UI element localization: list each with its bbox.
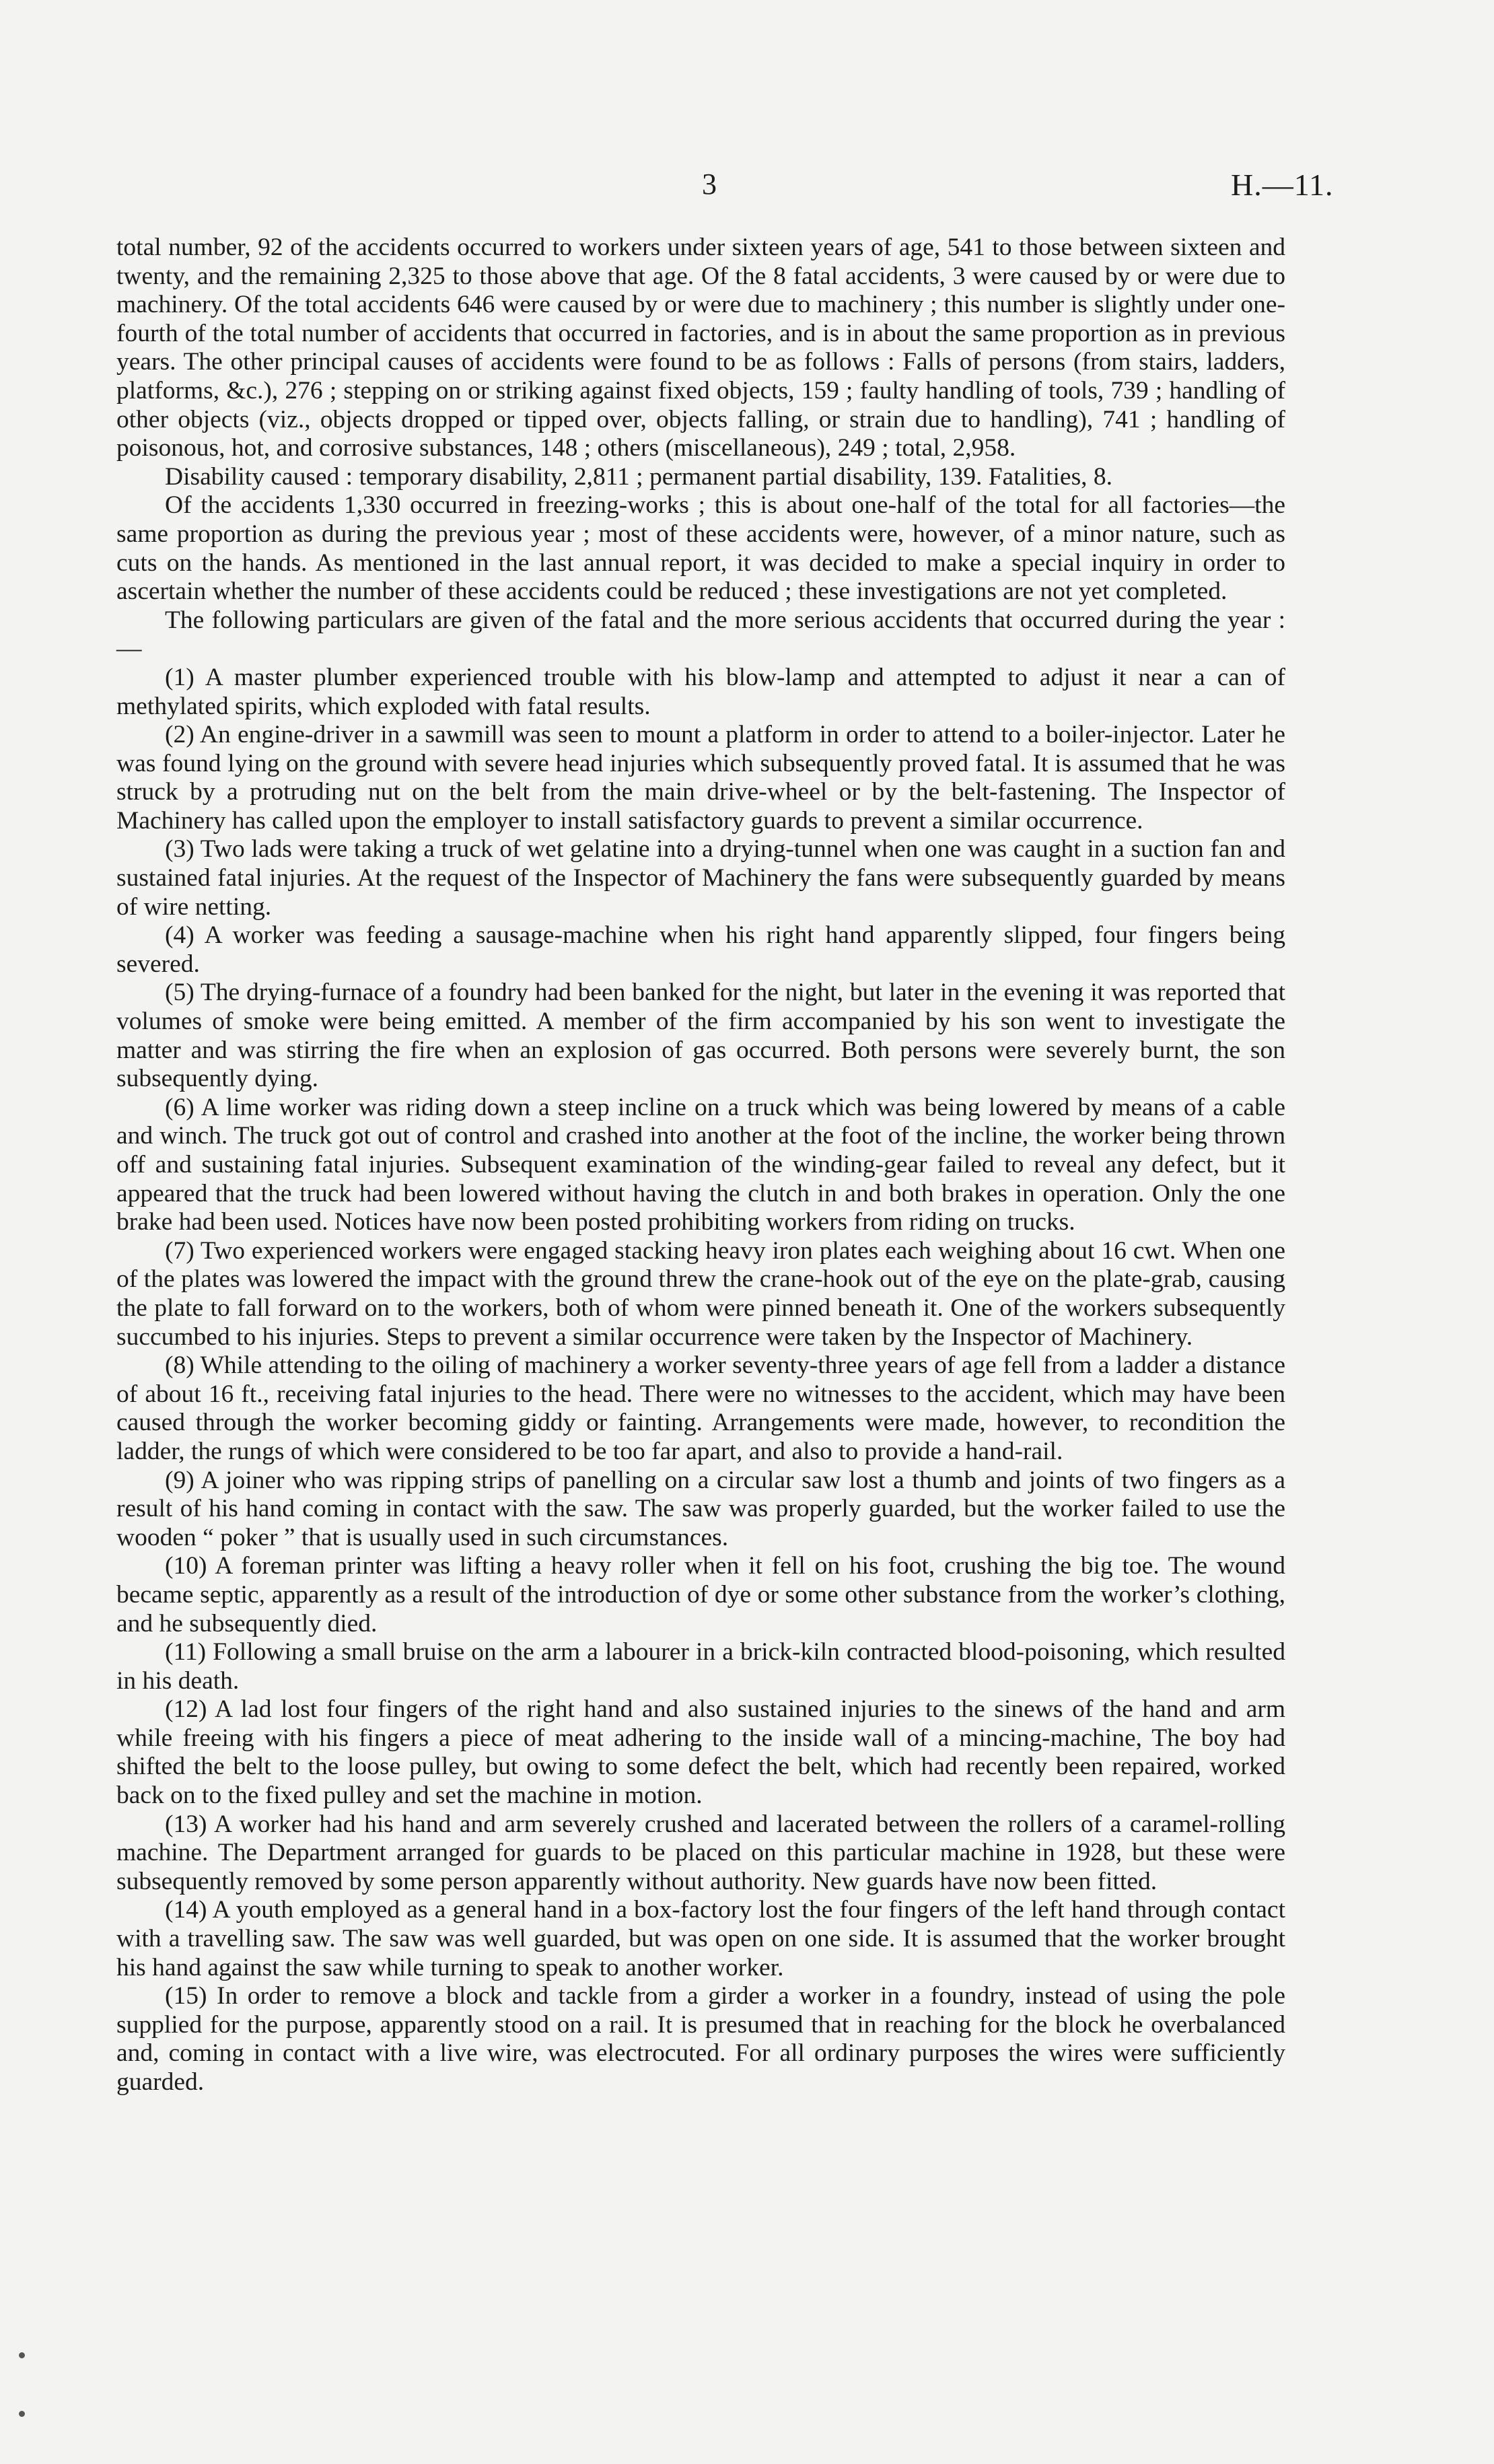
accident-item-8: (8) While attending to the oiling of machinery a worker seventy-three years of age fell from a ladder a distance of about 16 ft., receiving fatal injuries to the head. There were no witnesses to the accident, which may have been caused through the worker becoming giddy or fainting. Arrangements were made, however, to recondition the ladder, the rungs of which were considered to be too far apart, and also to provide a hand-rail. <box>116 1351 1285 1465</box>
scan-edge-mark <box>19 2352 25 2358</box>
accident-item-6: (6) A lime worker was riding down a steep incline on a truck which was being lowered by means of a cable and winch. The truck got out of control and crashed into another at the foot of the incline, the worker being thrown off and sustaining fatal injuries. Subsequent examination of the winding-gear failed to reveal any defect, but it appeared that the truck had been lowered without having the clutch in and both brakes in operation. Only the one brake had been used. Notices have now been posted prohibiting workers from riding on trucks. <box>116 1093 1285 1236</box>
page-number: 3 <box>702 168 717 201</box>
paragraph-particulars-intro: The following particulars are given of the fatal and the more serious accidents that occurred during the year :— <box>116 606 1285 663</box>
accident-item-12: (12) A lad lost four fingers of the right hand and also sustained injuries to the sinews of the hand and arm while freeing with his fingers a piece of meat adhering to the inside wall of a mincing-machine, The boy had shifted the belt to the loose pulley, but owing to some defect the belt, which had recently been repaired, worked back on to the fixed pulley and set the machine in motion. <box>116 1695 1285 1810</box>
accident-item-10: (10) A foreman printer was lifting a heavy roller when it fell on his foot, crushing the big toe. The wound became septic, apparently as a result of the introduction of dye or some other substance from the worker’s clothing, and he subsequently died. <box>116 1552 1285 1638</box>
paragraph-accident-totals: total number, 92 of the accidents occurred to workers under sixteen years of age, 541 to those between sixteen and twenty, and the remaining 2,325 to those above that age. Of the 8 fatal accidents, 3 were caused by or were due to machinery. Of the total accidents 646 were caused by or were due to machinery ; this number is slightly under one-fourth of the total number of accidents that occurred in factories, and is in about the same proportion as in previous years. The other principal causes of accidents were found to be as follows : Falls of persons (from stairs, ladders, platforms, &c.), 276 ; stepping on or striking against fixed objects, 159 ; faulty handling of tools, 739 ; handling of other objects (viz., objects dropped or tipped over, objects falling, or strain due to handling), 741 ; handling of poisonous, hot, and corrosive substances, 148 ; others (miscellaneous), 249 ; total, 2,958. <box>116 234 1285 462</box>
accident-item-4: (4) A worker was feeding a sausage-machine when his right hand apparently slipped, four fingers being severed. <box>116 921 1285 978</box>
accident-item-13: (13) A worker had his hand and arm severely crushed and lacerated between the rollers of a caramel-rolling machine. The Department arranged for guards to be placed on this particular machine in 1928, but these were subsequently removed by some person apparently without authority. New guards have now been fitted. <box>116 1810 1285 1895</box>
paragraph-freezing-works: Of the accidents 1,330 occurred in freezing-works ; this is about one-half of the total for all factories—the same proportion as during the previous year ; most of these accidents were, however, of a minor nature, such as cuts on the hands. As mentioned in the last annual report, it was decided to make a special inquiry in order to ascertain whether the number of these accidents could be reduced ; these investigations are not yet completed. <box>116 491 1285 606</box>
accident-item-11: (11) Following a small bruise on the arm a labourer in a brick-kiln contracted blood-poisoning, which resulted in his death. <box>116 1638 1285 1695</box>
paragraph-disability: Disability caused : temporary disability, 2,811 ; permanent partial disability, 139. Fatalities, 8. <box>165 462 1113 491</box>
scan-edge-mark <box>19 2411 25 2417</box>
accident-item-5: (5) The drying-furnace of a foundry had been banked for the night, but later in the evening it was reported that volumes of smoke were being emitted. A member of the firm accompanied by his son went to investigate the matter and was stirring the fire when an explosion of gas occurred. Both persons were severely burnt, the son subsequently dying. <box>116 979 1285 1093</box>
accident-item-15: (15) In order to remove a block and tackle from a girder a worker in a foundry, instead of using the pole supplied for the purpose, apparently stood on a rail. It is presumed that in reaching for the block he overbalanced and, coming in contact with a live wire, was electrocuted. For all ordinary purposes the wires were sufficiently guarded. <box>116 1982 1285 2096</box>
accident-item-1: (1) A master plumber experienced trouble with his blow-lamp and attempted to adjust it near a can of methylated spirits, which exploded with fatal results. <box>116 663 1285 720</box>
body-text <box>116 234 1285 2097</box>
accident-item-3: (3) Two lads were taking a truck of wet gelatine into a drying-tunnel when one was caught in a suction fan and sustained fatal injuries. At the request of the Inspector of Machinery the fans were subsequently guarded by means of wire netting. <box>116 835 1285 921</box>
accident-item-14: (14) A youth employed as a general hand in a box-factory lost the four fingers of the left hand through contact with a travelling saw. The saw was well guarded, but was open on one side. It is assumed that the worker brought his hand against the saw while turning to speak to another worker. <box>116 1896 1285 1981</box>
document-reference: H.—11. <box>1231 168 1334 202</box>
accident-item-2: (2) An engine-driver in a sawmill was seen to mount a platform in order to attend to a boiler-injector. Later he was found lying on the ground with severe head injuries which subsequently proved fatal. It is assumed that he was struck by a protruding nut on the belt from the main drive-wheel or by the belt-fastening. The Inspector of Machinery has called upon the employer to install satisfactory guards to prevent a similar occurrence. <box>116 721 1285 835</box>
accident-item-7: (7) Two experienced workers were engaged stacking heavy iron plates each weighing about 16 cwt. When one of the plates was lowered the impact with the ground threw the crane-hook out of the eye on the plate-grab, causing the plate to fall forward on to the workers, both of whom were pinned beneath it. One of the workers subsequently succumbed to his injuries. Steps to prevent a similar occurrence were taken by the Inspector of Machinery. <box>116 1236 1285 1351</box>
accident-item-9: (9) A joiner who was ripping strips of panelling on a circular saw lost a thumb and joints of two fingers as a result of his hand coming in contact with the saw. The saw was properly guarded, but the worker failed to use the wooden “ poker ” that is usually used in such circumstances. <box>116 1466 1285 1551</box>
